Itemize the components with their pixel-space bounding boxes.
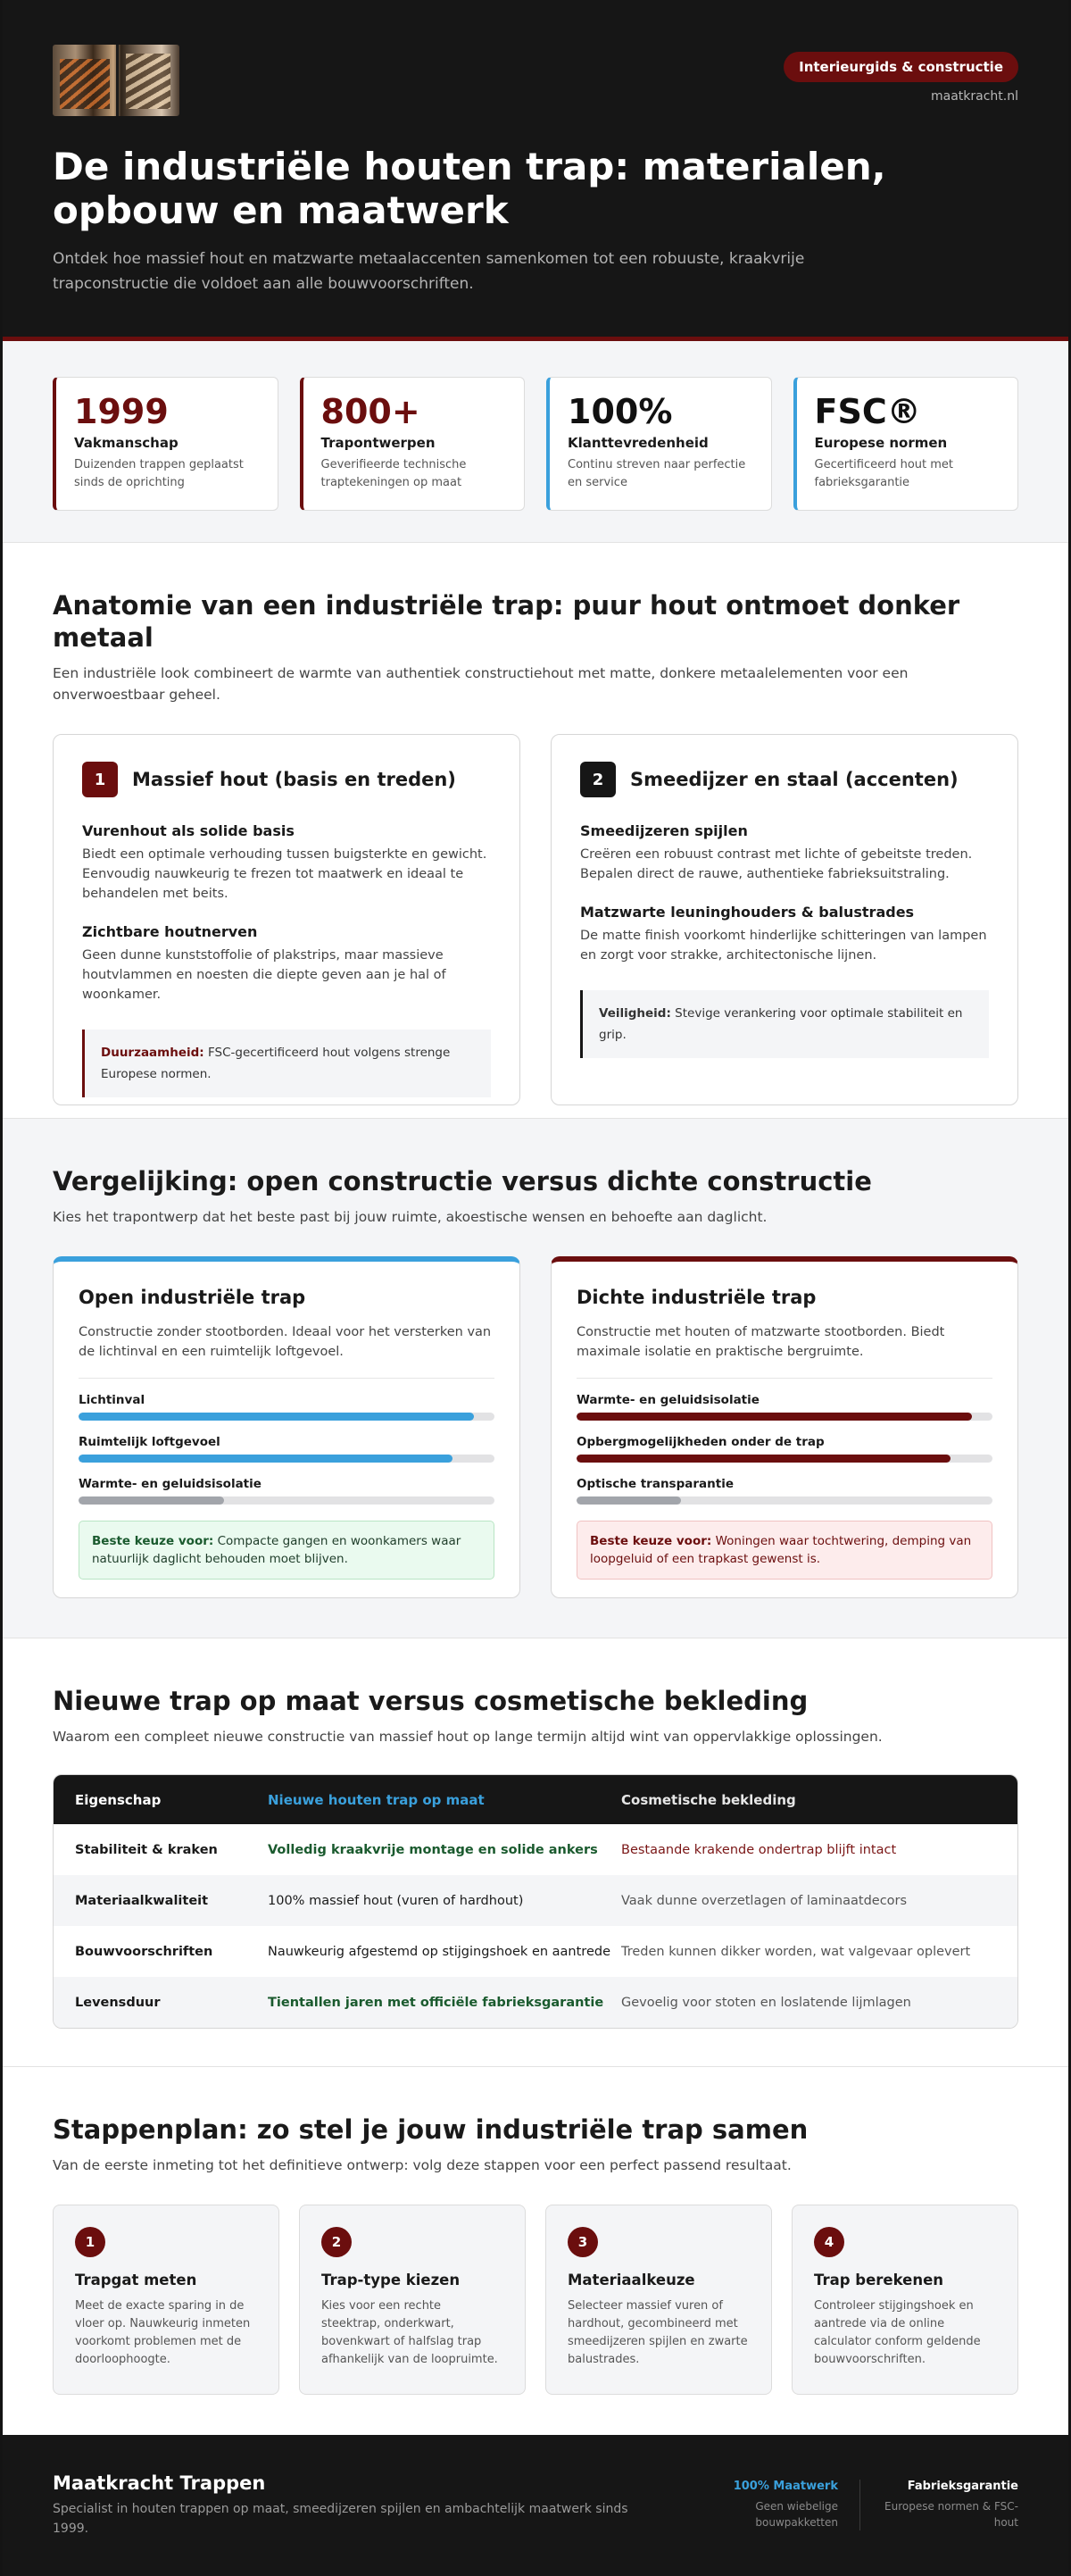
meter-fill [577,1455,951,1463]
meter-label: Warmte- en geluidsisolatie [577,1393,760,1407]
usp-title: Fabrieksgarantie [907,2480,1018,2493]
meter [79,1393,494,1421]
steps-section [3,2067,1068,2435]
column-header: Eigenschap [75,1791,162,1808]
section-title: Vergelijking: open constructie versus dichte constructie [53,1166,872,1196]
feature-heading: Zichtbare houtnerven [82,923,258,940]
section-subtitle: Kies het trapontwerp dat het beste past bij jouw ruimte, akoestische wensen en behoefte aan daglicht. [53,1209,768,1225]
stat-description: Continu streven naar perfectie en service [568,458,746,489]
meter-fill [79,1496,224,1505]
meter [577,1477,992,1505]
note-text: Stevige verankering voor optimale stabiliteit en grip. [599,1006,963,1042]
step-title: Trapgat meten [75,2272,197,2288]
durability-note [82,1030,491,1097]
card-number: 1 [82,762,118,797]
footer-description: Specialist in houten trappen op maat, smeedijzeren spijlen en ambachtelijk maatwerk sinds 1999. [53,2502,628,2536]
meter-fill [577,1413,972,1421]
step-number: 1 [75,2227,105,2257]
table-cell: Bestaande krakende ondertrap blijft intact [621,1842,897,1857]
meter-track [577,1496,992,1505]
meter-label: Opbergmogelijkheden onder de trap [577,1435,825,1449]
step-card [545,2205,772,2395]
meter-fill [577,1496,681,1505]
usp-title: 100% Maatwerk [733,2480,838,2493]
stat-number: 1999 [74,392,169,431]
stat-title: Vakmanschap [74,435,178,451]
footer-usp [859,2480,1018,2530]
meter-fill [79,1413,474,1421]
table-row [54,1824,1017,1875]
site-domain[interactable]: maatkracht.nl [931,89,1018,104]
card-number: 2 [580,762,616,797]
step-number: 4 [814,2227,844,2257]
step-title: Trap berekenen [814,2272,944,2288]
meter-label: Ruimtelijk loftgevoel [79,1435,220,1449]
stat-title: Europese normen [814,435,948,451]
table-cell: Bouwvoorschriften [75,1944,213,1959]
hero-header [3,0,1068,341]
step-number: 3 [568,2227,598,2257]
note-label: Duurzaamheid: [101,1046,204,1060]
stair-photo-left [60,59,110,109]
best-text: Compacte gangen en woonkamers waar natuurlijk daglicht behouden moet blijven. [92,1534,461,1566]
best-text: Woningen waar tochtwering, demping van loopgeluid of een trapkast gewenst is. [590,1534,972,1566]
stat-number: FSC® [814,392,921,431]
safety-note [580,990,989,1058]
page-title: De industriële houten trap: materialen, opbouw en maatwerk [53,145,886,232]
table-cell: 100% massief hout (vuren of hardhout) [268,1893,524,1908]
best-choice-box [79,1521,494,1580]
stats-bar [3,341,1068,543]
best-choice-box [577,1521,992,1580]
card-description: Constructie met houten of matzwarte stootborden. Biedt maximale isolatie en praktische bergruimte. [577,1322,992,1379]
table-cell: Levensduur [75,1995,161,2010]
step-description: Kies voor een rechte steektrap, onderkwart, bovenkwart of halfslag trap afhankelijk van de loopruimte. [321,2299,498,2366]
section-subtitle: Een industriële look combineert de warmte van authentiek constructiehout met matte, donkere metaalelementen voor een onverwoestbaar geheel. [53,665,909,703]
meter-track [79,1455,494,1463]
comparison-table [53,1774,1018,2029]
card-title: Smeedijzer en staal (accenten) [630,769,959,790]
meter [577,1393,992,1421]
site-footer [3,2435,1068,2576]
stat-card [300,377,526,511]
meter-track [577,1413,992,1421]
comparison-section [3,1119,1068,1638]
feature-heading: Vurenhout als solide basis [82,822,295,839]
feature-text: Creëren een robuust contrast met lichte of gebeitste treden. Bepalen direct de rauwe, authentieke fabrieksuitstraling. [580,847,973,881]
table-cell: Nauwkeurig afgestemd op stijgingshoek en aantrede [268,1944,610,1959]
table-row [54,1977,1017,2028]
meter [577,1435,992,1463]
comparison-table-section [3,1638,1068,2067]
stair-photo-right [126,54,170,109]
table-cell: Gevoelig voor stoten en loslatende lijmlagen [621,1995,911,2010]
meter-label: Optische transparantie [577,1477,734,1491]
usp-subtitle: Geen wiebelige bouwpakketten [755,2500,838,2529]
step-card [53,2205,279,2395]
category-badge: Interieurgids & constructie [784,52,1018,82]
feature-text: Biedt een optimale verhouding tussen buigsterkte en gewicht. Eenvoudig nauwkeurig te frezen tot maatwerk en ideaal te behandelen met beits. [82,847,487,901]
step-title: Materiaalkeuze [568,2272,695,2288]
footer-brand: Maatkracht Trappen [53,2472,266,2494]
meter-label: Lichtinval [79,1393,145,1407]
section-title: Nieuwe trap op maat versus cosmetische bekleding [53,1686,809,1716]
table-cell: Vaak dunne overzetlagen of laminaatdecors [621,1893,908,1908]
table-cell: Volledig kraakvrije montage en solide ankers [268,1842,598,1857]
step-description: Selecteer massief vuren of hardhout, gecombineerd met smeedijzeren spijlen en zwarte balustrades. [568,2299,748,2366]
step-card [792,2205,1018,2395]
stat-card [53,377,278,511]
table-cell: Treden kunnen dikker worden, wat valgevaar oplevert [621,1944,971,1959]
best-label: Beste keuze voor: [92,1534,214,1548]
card-title: Massief hout (basis en treden) [132,769,456,790]
stat-title: Trapontwerpen [320,435,436,451]
step-number: 2 [321,2227,352,2257]
step-title: Trap-type kiezen [321,2272,461,2288]
card-title: Open industriële trap [79,1287,306,1308]
section-subtitle: Van de eerste inmeting tot het definitieve ontwerp: volg deze stappen voor een perfect passend resultaat. [53,2157,792,2173]
stat-number: 800+ [320,392,420,431]
card-description: Constructie zonder stootborden. Ideaal voor het versterken van de lichtinval en een ruimtelijk loftgevoel. [79,1322,494,1379]
closed-stair-card [551,1256,1018,1598]
feature-text: Geen dunne kunststoffolie of plakstrips, maar massieve houtvlammen en noesten die diepte geven aan je hal of woonkamer. [82,948,446,1002]
meter [79,1477,494,1505]
section-title: Stappenplan: zo stel je jouw industriële trap samen [53,2114,809,2145]
table-header-row [54,1775,1017,1824]
usp-subtitle: Europese normen & FSC-hout [884,2500,1018,2529]
table-cell: Stabiliteit & kraken [75,1842,218,1857]
section-subtitle: Waarom een compleet nieuwe constructie van massief hout op lange termijn altijd wint van oppervlakkige oplossingen. [53,1729,883,1745]
meter-fill [79,1455,452,1463]
table-row [54,1926,1017,1977]
photo-divider [116,45,119,116]
note-text: FSC-gecertificeerd hout volgens strenge Europese normen. [101,1046,451,1081]
meter-track [577,1455,992,1463]
step-card [299,2205,526,2395]
table-cell: Materiaalkwaliteit [75,1893,209,1908]
open-stair-card [53,1256,520,1598]
page-lead: Ontdek hoe massief hout en matzwarte metaalaccenten samenkomen tot een robuuste, kraakvrije trapconstructie die voldoet aan alle bouwvoorschriften. [53,250,805,293]
column-header: Nieuwe houten trap op maat [268,1791,485,1808]
column-header: Cosmetische bekleding [621,1791,796,1808]
meter-label: Warmte- en geluidsisolatie [79,1477,262,1491]
stat-card [546,377,772,511]
stat-description: Geverifieerde technische traptekeningen op maat [320,458,467,489]
footer-usp [679,2480,838,2530]
wood-card [53,734,520,1105]
card-title: Dichte industriële trap [577,1287,817,1308]
stat-card [793,377,1019,511]
stat-number: 100% [568,392,673,431]
feature-text: De matte finish voorkomt hinderlijke schitteringen van lampen en zorgt voor strakke, architectonische lijnen. [580,929,987,963]
section-title: Anatomie van een industriële trap: puur hout ontmoet donker metaal [53,590,960,653]
stat-description: Gecertificeerd hout met fabrieksgarantie [814,458,954,489]
feature-heading: Matzwarte leuninghouders & balustrades [580,904,915,921]
metal-card [551,734,1018,1105]
meter-track [79,1413,494,1421]
stat-description: Duizenden trappen geplaatst sinds de oprichting [74,458,244,489]
table-row [54,1875,1017,1926]
step-description: Meet de exacte sparing in de vloer op. Nauwkeurig inmeten voorkomt problemen met de doorloophoogte. [75,2299,251,2366]
table-cell: Tientallen jaren met officiële fabrieksgarantie [268,1995,604,2010]
meter [79,1435,494,1463]
meter-track [79,1496,494,1505]
stat-title: Klanttevredenheid [568,435,709,451]
note-label: Veiligheid: [599,1006,671,1021]
step-description: Controleer stijgingshoek en aantrede via de online calculator conform geldende bouwvoorschriften. [814,2299,981,2366]
hero-stair-photo [53,45,179,116]
anatomy-section [3,543,1068,1119]
best-label: Beste keuze voor: [590,1534,712,1548]
feature-heading: Smeedijzeren spijlen [580,822,748,839]
